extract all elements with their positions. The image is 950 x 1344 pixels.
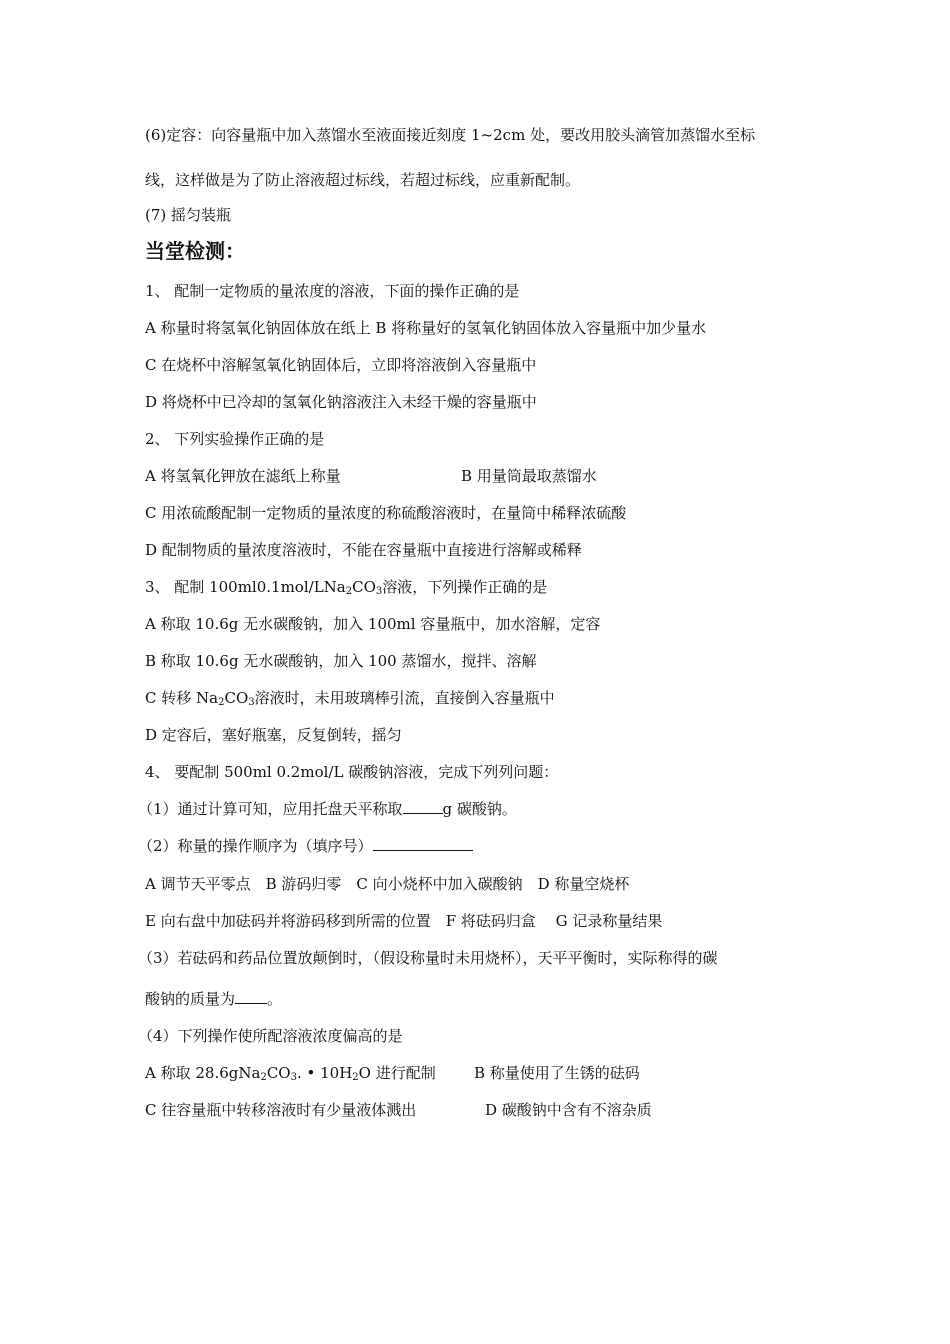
q3-stem: 3、 配制 $100ml0.1mol/LNa_2CO_3$溶液，下列操作正确的是 bbox=[145, 578, 548, 597]
q4-stem: 4、 要配制 500ml 0.2mol/L 碳酸钠溶液，完成下列列问题： bbox=[145, 763, 559, 781]
q4-options-line2: E 向右盘中加砝码并将游码移到所需的位置 F 将砝码归盒 G 记录称量结果 bbox=[145, 912, 663, 930]
q2-option-d: D 配制物质的量浓度溶液时，不能在容量瓶中直接进行溶解或稀释 bbox=[145, 541, 582, 559]
answer-blank[interactable] bbox=[403, 799, 443, 814]
q3-option-c: C 转移 $Na_2CO_3$溶液时，未用玻璃棒引流，直接倒入容量瓶中 bbox=[145, 689, 555, 708]
answer-blank[interactable] bbox=[373, 836, 473, 851]
q4-part1: （1）通过计算可知，应用托盘天平称取 g 碳酸钠。 bbox=[138, 800, 517, 818]
section6-line1: (6)定容：向容量瓶中加入蒸馏水至液面接近刻度 1~2cm 处，要改用胶头滴管加蒸馏水至标 bbox=[145, 126, 756, 144]
q1-option-d: D 将烧杯中已冷却的氢氧化钠溶液注入未经干燥的容量瓶中 bbox=[145, 393, 537, 411]
q4-part4: （4）下列操作使所配溶液浓度偏高的是 bbox=[138, 1027, 403, 1045]
q1-option-c: C 在烧杯中溶解氢氧化钠固体后，立即将溶液倒入容量瓶中 bbox=[145, 356, 537, 374]
q3-option-d: D 定容后，塞好瓶塞，反复倒转，摇匀 bbox=[145, 726, 402, 744]
q1-option-ab: A 称量时将氢氧化钠固体放在纸上 B 将称量好的氢氧化钠固体放入容量瓶中加少量水 bbox=[145, 319, 707, 337]
q4-part4-option-c: C 往容量瓶中转移溶液时有少量液体溅出 bbox=[145, 1101, 417, 1119]
q4-part4-option-d: D 碳酸钠中含有不溶杂质 bbox=[485, 1101, 652, 1119]
section7-text: (7) 摇匀装瓶 bbox=[145, 206, 232, 224]
q4-part4-option-b: B 称量使用了生锈的砝码 bbox=[474, 1064, 640, 1082]
q2-option-c: C 用浓硫酸配制一定物质的量浓度的称硫酸溶液时，在量筒中稀释浓硫酸 bbox=[145, 504, 627, 522]
q2-option-a: A 将氢氧化钾放在滤纸上称量 bbox=[145, 467, 341, 485]
q4-part2: （2）称量的操作顺序为（填序号） bbox=[138, 836, 473, 856]
q4-part3-line1: （3）若砝码和药品位置放颠倒时，（假设称量时未用烧杯），天平平衡时，实际称得的碳 bbox=[138, 949, 718, 967]
q2-option-b: B 用量筒最取蒸馏水 bbox=[461, 467, 597, 485]
answer-blank[interactable] bbox=[235, 989, 267, 1004]
section6-line2: 线，这样做是为了防止溶液超过标线，若超过标线，应重新配制。 bbox=[145, 171, 581, 189]
q1-stem: 1、 配制一定物质的量浓度的溶液，下面的操作正确的是 bbox=[145, 282, 520, 300]
q3-option-b: B 称取 10.6g 无水碳酸钠，加入 100 蒸馏水，搅拌、溶解 bbox=[145, 652, 537, 670]
q4-part4-option-a: A 称取 $28.6gNa_2CO_3$. • $10H_2O$ 进行配制 bbox=[145, 1064, 436, 1083]
q2-stem: 2、 下列实验操作正确的是 bbox=[145, 430, 325, 448]
q3-option-a: A 称取 10.6g 无水碳酸钠，加入 100ml 容量瓶中，加水溶解，定容 bbox=[145, 615, 601, 633]
q4-part3-line2: 酸钠的质量为 。 bbox=[145, 990, 283, 1008]
q4-options-line1: A 调节天平零点 B 游码归零 C 向小烧杯中加入碳酸钠 D 称量空烧杯 bbox=[145, 875, 630, 893]
section-heading: 当堂检测： bbox=[145, 239, 245, 263]
